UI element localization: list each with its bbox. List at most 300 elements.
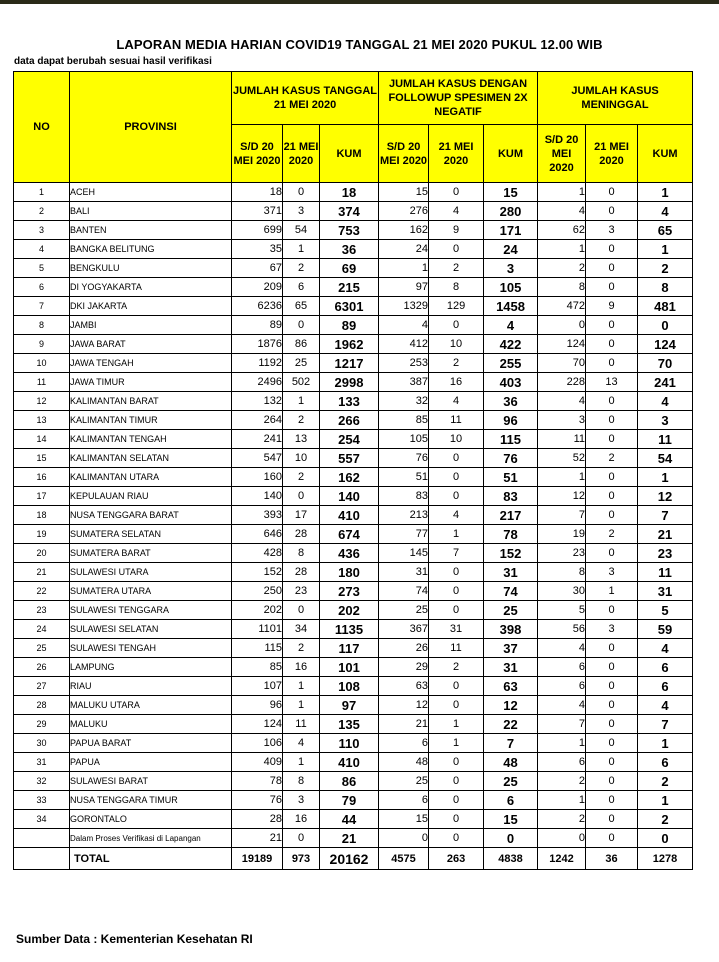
table-row — [14, 335, 693, 354]
cell-neg-sd: 63 — [379, 677, 429, 696]
cell-death-sd: 1 — [538, 791, 586, 810]
cell-provinsi: BALI — [70, 202, 232, 221]
cell-provinsi: KALIMANTAN SELATAN — [70, 449, 232, 468]
table-row — [14, 582, 693, 601]
cell-sd: 371 — [232, 202, 283, 221]
cell-neg-today: 1 — [429, 734, 484, 753]
cell-death-sd: 4 — [538, 639, 586, 658]
cell-death-kum: 2 — [638, 259, 693, 278]
cell-no: 10 — [14, 354, 70, 373]
covid-report-table — [13, 71, 693, 870]
cell-death-sd: 6 — [538, 753, 586, 772]
cell-death-kum: 7 — [638, 715, 693, 734]
cell-death-today: 0 — [586, 772, 638, 791]
cell-neg-sd: 25 — [379, 772, 429, 791]
cell-neg-sd: 213 — [379, 506, 429, 525]
cell-neg-kum: 152 — [484, 544, 538, 563]
cell-neg-sd: 253 — [379, 354, 429, 373]
cell-today: 13 — [283, 430, 320, 449]
cell-neg-today: 4 — [429, 202, 484, 221]
cell-death-today: 0 — [586, 658, 638, 677]
cell-today: 2 — [283, 639, 320, 658]
cell-kum: 69 — [320, 259, 379, 278]
cell-no: 30 — [14, 734, 70, 753]
cell-no: 3 — [14, 221, 70, 240]
cell-neg-kum: 25 — [484, 772, 538, 791]
cell-death-today: 0 — [586, 753, 638, 772]
cell-neg-kum: 422 — [484, 335, 538, 354]
table-row — [14, 525, 693, 544]
cell-death-sd: 4 — [538, 202, 586, 221]
table-row — [14, 487, 693, 506]
cell-neg-today: 0 — [429, 240, 484, 259]
cell-death-today: 0 — [586, 278, 638, 297]
cell-sd: 35 — [232, 240, 283, 259]
cell-neg-kum: 4 — [484, 316, 538, 335]
cell-death-kum: 70 — [638, 354, 693, 373]
cell-death-kum: 2 — [638, 810, 693, 829]
cell-sd: 28 — [232, 810, 283, 829]
cell-kum: 436 — [320, 544, 379, 563]
cell-death-kum: 0 — [638, 829, 693, 848]
cell-death-today: 0 — [586, 316, 638, 335]
header-no: NO — [14, 72, 70, 183]
cell-death-sd: 52 — [538, 449, 586, 468]
cell-today: 0 — [283, 183, 320, 202]
cell-death-today: 0 — [586, 392, 638, 411]
total-sd: 19189 — [232, 848, 283, 870]
cell-neg-kum: 83 — [484, 487, 538, 506]
cell-no: 14 — [14, 430, 70, 449]
cell-death-kum: 59 — [638, 620, 693, 639]
cell-neg-today: 0 — [429, 449, 484, 468]
cell-provinsi: MALUKU UTARA — [70, 696, 232, 715]
cell-death-sd: 30 — [538, 582, 586, 601]
cell-provinsi: SULAWESI UTARA — [70, 563, 232, 582]
cell-death-today: 0 — [586, 829, 638, 848]
cell-provinsi: JAWA TENGAH — [70, 354, 232, 373]
cell-death-kum: 241 — [638, 373, 693, 392]
cell-kum: 374 — [320, 202, 379, 221]
cell-provinsi: PAPUA — [70, 753, 232, 772]
cell-neg-sd: 21 — [379, 715, 429, 734]
cell-sd: 76 — [232, 791, 283, 810]
cell-neg-sd: 12 — [379, 696, 429, 715]
table-row — [14, 601, 693, 620]
table-row — [14, 240, 693, 259]
cell-today: 10 — [283, 449, 320, 468]
cell-neg-sd: 387 — [379, 373, 429, 392]
cell-today: 34 — [283, 620, 320, 639]
cell-death-today: 2 — [586, 525, 638, 544]
cell-sd: 85 — [232, 658, 283, 677]
cell-no: 15 — [14, 449, 70, 468]
cell-no: 19 — [14, 525, 70, 544]
cell-neg-kum: 78 — [484, 525, 538, 544]
cell-sd: 428 — [232, 544, 283, 563]
table-row — [14, 715, 693, 734]
cell-neg-kum: 255 — [484, 354, 538, 373]
cell-death-sd: 8 — [538, 278, 586, 297]
cell-neg-today: 0 — [429, 183, 484, 202]
cell-death-kum: 1 — [638, 240, 693, 259]
cell-sd: 699 — [232, 221, 283, 240]
cell-death-kum: 7 — [638, 506, 693, 525]
header-today-3: 21 MEI 2020 — [586, 125, 638, 183]
cell-provinsi: SULAWESI SELATAN — [70, 620, 232, 639]
cell-sd: 264 — [232, 411, 283, 430]
cell-today: 28 — [283, 563, 320, 582]
table-row — [14, 392, 693, 411]
cell-death-today: 0 — [586, 601, 638, 620]
total-death-sd: 1242 — [538, 848, 586, 870]
cell-no: 26 — [14, 658, 70, 677]
cell-neg-today: 0 — [429, 316, 484, 335]
cell-no: 6 — [14, 278, 70, 297]
cell-neg-sd: 32 — [379, 392, 429, 411]
cell-no: 7 — [14, 297, 70, 316]
cell-death-kum: 4 — [638, 639, 693, 658]
cell-kum: 86 — [320, 772, 379, 791]
cell-neg-today: 31 — [429, 620, 484, 639]
cell-kum: 254 — [320, 430, 379, 449]
cell-provinsi: JAWA TIMUR — [70, 373, 232, 392]
cell-neg-kum: 22 — [484, 715, 538, 734]
cell-neg-kum: 403 — [484, 373, 538, 392]
cell-death-sd: 62 — [538, 221, 586, 240]
table-row — [14, 183, 693, 202]
cell-sd: 1192 — [232, 354, 283, 373]
cell-no: 1 — [14, 183, 70, 202]
cell-no: 21 — [14, 563, 70, 582]
header-kum-1: KUM — [320, 125, 379, 183]
table-row-total — [14, 848, 693, 870]
cell-neg-today: 1 — [429, 715, 484, 734]
total-neg-kum: 4838 — [484, 848, 538, 870]
cell-death-sd: 7 — [538, 715, 586, 734]
cell-kum: 133 — [320, 392, 379, 411]
cell-neg-today: 0 — [429, 601, 484, 620]
cell-neg-kum: 7 — [484, 734, 538, 753]
cell-neg-sd: 145 — [379, 544, 429, 563]
cell-death-sd: 472 — [538, 297, 586, 316]
cell-no: 4 — [14, 240, 70, 259]
header-today-1: 21 MEI 2020 — [283, 125, 320, 183]
cell-death-sd: 70 — [538, 354, 586, 373]
cell-death-kum: 54 — [638, 449, 693, 468]
cell-neg-kum: 398 — [484, 620, 538, 639]
cell-neg-sd: 24 — [379, 240, 429, 259]
cell-kum: 273 — [320, 582, 379, 601]
cell-death-kum: 6 — [638, 753, 693, 772]
cell-provinsi: BANGKA BELITUNG — [70, 240, 232, 259]
cell-neg-kum: 74 — [484, 582, 538, 601]
cell-death-sd: 4 — [538, 392, 586, 411]
cell-death-today: 9 — [586, 297, 638, 316]
cell-death-sd: 5 — [538, 601, 586, 620]
cell-neg-sd: 6 — [379, 791, 429, 810]
table-row — [14, 202, 693, 221]
cell-death-today: 0 — [586, 810, 638, 829]
cell-today: 2 — [283, 259, 320, 278]
cell-sd: 393 — [232, 506, 283, 525]
cell-neg-today: 16 — [429, 373, 484, 392]
cell-provinsi: SUMATERA UTARA — [70, 582, 232, 601]
cell-neg-kum: 15 — [484, 810, 538, 829]
cell-death-kum: 1 — [638, 183, 693, 202]
cell-today: 1 — [283, 392, 320, 411]
cell-neg-sd: 276 — [379, 202, 429, 221]
cell-death-kum: 23 — [638, 544, 693, 563]
cell-death-today: 3 — [586, 620, 638, 639]
cell-provinsi: KALIMANTAN BARAT — [70, 392, 232, 411]
cell-neg-sd: 76 — [379, 449, 429, 468]
cell-neg-today: 7 — [429, 544, 484, 563]
cell-today: 11 — [283, 715, 320, 734]
table-row — [14, 696, 693, 715]
cell-death-kum: 2 — [638, 772, 693, 791]
cell-death-sd: 1 — [538, 240, 586, 259]
cell-no: 11 — [14, 373, 70, 392]
cell-sd: 547 — [232, 449, 283, 468]
cell-sd: 106 — [232, 734, 283, 753]
cell-neg-kum: 217 — [484, 506, 538, 525]
cell-provinsi: RIAU — [70, 677, 232, 696]
cell-death-kum: 6 — [638, 677, 693, 696]
cell-sd: 241 — [232, 430, 283, 449]
cell-death-sd: 2 — [538, 259, 586, 278]
cell-sd: 96 — [232, 696, 283, 715]
cell-provinsi: PAPUA BARAT — [70, 734, 232, 753]
cell-today: 16 — [283, 810, 320, 829]
cell-death-kum: 65 — [638, 221, 693, 240]
cell-death-today: 3 — [586, 221, 638, 240]
cell-neg-sd: 48 — [379, 753, 429, 772]
header-sd-3: S/D 20 MEI 2020 — [538, 125, 586, 183]
report-title: LAPORAN MEDIA HARIAN COVID19 TANGGAL 21 MEI 2020 PUKUL 12.00 WIB — [116, 37, 603, 52]
cell-neg-kum: 96 — [484, 411, 538, 430]
table-row — [14, 563, 693, 582]
cell-today: 86 — [283, 335, 320, 354]
cell-today: 65 — [283, 297, 320, 316]
cell-provinsi: SULAWESI TENGAH — [70, 639, 232, 658]
cell-death-today: 0 — [586, 715, 638, 734]
cell-no: 28 — [14, 696, 70, 715]
cell-provinsi: KALIMANTAN TENGAH — [70, 430, 232, 449]
cell-death-kum: 12 — [638, 487, 693, 506]
cell-death-kum: 21 — [638, 525, 693, 544]
cell-death-sd: 8 — [538, 563, 586, 582]
cell-neg-sd: 29 — [379, 658, 429, 677]
table-row — [14, 734, 693, 753]
cell-provinsi: JAMBI — [70, 316, 232, 335]
cell-kum: 410 — [320, 506, 379, 525]
cell-no: 13 — [14, 411, 70, 430]
cell-death-sd: 1 — [538, 183, 586, 202]
cell-death-today: 0 — [586, 544, 638, 563]
cell-death-kum: 481 — [638, 297, 693, 316]
cell-neg-sd: 1 — [379, 259, 429, 278]
cell-death-kum: 1 — [638, 734, 693, 753]
total-death-kum: 1278 — [638, 848, 693, 870]
cell-today: 3 — [283, 202, 320, 221]
cell-kum: 79 — [320, 791, 379, 810]
table-row — [14, 620, 693, 639]
header-group-kasus: JUMLAH KASUS TANGGAL 21 MEI 2020 — [232, 72, 379, 125]
table-row — [14, 316, 693, 335]
cell-today: 1 — [283, 677, 320, 696]
cell-kum: 674 — [320, 525, 379, 544]
cell-provinsi: DI YOGYAKARTA — [70, 278, 232, 297]
cell-death-sd: 12 — [538, 487, 586, 506]
table-row — [14, 753, 693, 772]
cell-today: 28 — [283, 525, 320, 544]
cell-neg-kum: 105 — [484, 278, 538, 297]
cell-no: 9 — [14, 335, 70, 354]
cell-sd: 140 — [232, 487, 283, 506]
table-row — [14, 772, 693, 791]
cell-neg-today: 0 — [429, 753, 484, 772]
cell-neg-sd: 6 — [379, 734, 429, 753]
cell-death-kum: 4 — [638, 696, 693, 715]
header-kum-3: KUM — [638, 125, 693, 183]
cell-death-today: 0 — [586, 639, 638, 658]
cell-kum: 135 — [320, 715, 379, 734]
cell-neg-sd: 4 — [379, 316, 429, 335]
cell-sd: 124 — [232, 715, 283, 734]
cell-sd: 1876 — [232, 335, 283, 354]
cell-death-today: 0 — [586, 411, 638, 430]
cell-kum: 1217 — [320, 354, 379, 373]
cell-death-today: 1 — [586, 582, 638, 601]
cell-no: 23 — [14, 601, 70, 620]
cell-today: 17 — [283, 506, 320, 525]
cell-sd: 209 — [232, 278, 283, 297]
cell-death-kum: 3 — [638, 411, 693, 430]
cell-neg-sd: 97 — [379, 278, 429, 297]
table-row — [14, 658, 693, 677]
cell-death-today: 0 — [586, 240, 638, 259]
cell-neg-sd: 367 — [379, 620, 429, 639]
cell-neg-today: 129 — [429, 297, 484, 316]
cell-kum: 180 — [320, 563, 379, 582]
cell-neg-today: 9 — [429, 221, 484, 240]
cell-neg-today: 2 — [429, 259, 484, 278]
cell-provinsi: KALIMANTAN TIMUR — [70, 411, 232, 430]
cell-death-sd: 6 — [538, 677, 586, 696]
cell-no: 2 — [14, 202, 70, 221]
cell-provinsi: MALUKU — [70, 715, 232, 734]
cell-neg-sd: 0 — [379, 829, 429, 848]
cell-kum: 753 — [320, 221, 379, 240]
cell-neg-sd: 412 — [379, 335, 429, 354]
cell-sd: 67 — [232, 259, 283, 278]
cell-provinsi: BENGKULU — [70, 259, 232, 278]
cell-sd: 115 — [232, 639, 283, 658]
cell-neg-kum: 24 — [484, 240, 538, 259]
cell-neg-sd: 162 — [379, 221, 429, 240]
cell-sd: 152 — [232, 563, 283, 582]
cell-today: 8 — [283, 772, 320, 791]
cell-death-today: 0 — [586, 734, 638, 753]
cell-death-sd: 1 — [538, 468, 586, 487]
table-row — [14, 278, 693, 297]
cell-neg-sd: 26 — [379, 639, 429, 658]
cell-neg-today: 0 — [429, 829, 484, 848]
header-sd-2: S/D 20 MEI 2020 — [379, 125, 429, 183]
cell-death-today: 0 — [586, 259, 638, 278]
table-row — [14, 677, 693, 696]
cell-no: 33 — [14, 791, 70, 810]
cell-sd: 202 — [232, 601, 283, 620]
cell-neg-today: 11 — [429, 639, 484, 658]
table-row — [14, 430, 693, 449]
cell-neg-today: 2 — [429, 658, 484, 677]
table-row — [14, 810, 693, 829]
header-group-negatif: JUMLAH KASUS DENGAN FOLLOWUP SPESIMEN 2X NEGATIF — [379, 72, 538, 125]
cell-today: 3 — [283, 791, 320, 810]
cell-no: 29 — [14, 715, 70, 734]
cell-neg-kum: 37 — [484, 639, 538, 658]
table-row — [14, 506, 693, 525]
header-sd-1: S/D 20 MEI 2020 — [232, 125, 283, 183]
cell-neg-kum: 36 — [484, 392, 538, 411]
cell-death-kum: 4 — [638, 202, 693, 221]
cell-kum: 2998 — [320, 373, 379, 392]
header-row-groups — [14, 72, 693, 125]
cell-death-today: 0 — [586, 677, 638, 696]
cell-death-kum: 1 — [638, 468, 693, 487]
cell-sd: 250 — [232, 582, 283, 601]
cell-neg-kum: 25 — [484, 601, 538, 620]
cell-provinsi: Dalam Proses Verifikasi di Lapangan — [70, 829, 232, 848]
cell-neg-kum: 48 — [484, 753, 538, 772]
cell-death-today: 0 — [586, 202, 638, 221]
cell-kum: 162 — [320, 468, 379, 487]
cell-death-sd: 0 — [538, 316, 586, 335]
cell-neg-sd: 85 — [379, 411, 429, 430]
cell-neg-kum: 115 — [484, 430, 538, 449]
cell-kum: 6301 — [320, 297, 379, 316]
table-row — [14, 411, 693, 430]
cell-neg-today: 0 — [429, 810, 484, 829]
cell-neg-sd: 25 — [379, 601, 429, 620]
cell-death-today: 0 — [586, 506, 638, 525]
cell-provinsi: NUSA TENGGARA BARAT — [70, 506, 232, 525]
cell-neg-kum: 171 — [484, 221, 538, 240]
cell-death-sd: 23 — [538, 544, 586, 563]
cell-neg-today: 0 — [429, 582, 484, 601]
cell-sd: 89 — [232, 316, 283, 335]
cell-death-kum: 1 — [638, 791, 693, 810]
cell-death-kum: 0 — [638, 316, 693, 335]
cell-kum: 202 — [320, 601, 379, 620]
cell-provinsi: LAMPUNG — [70, 658, 232, 677]
cell-sd: 132 — [232, 392, 283, 411]
cell-today: 6 — [283, 278, 320, 297]
cell-provinsi: SULAWESI BARAT — [70, 772, 232, 791]
cell-provinsi: JAWA BARAT — [70, 335, 232, 354]
cell-neg-today: 0 — [429, 468, 484, 487]
cell-sd: 2496 — [232, 373, 283, 392]
cell-neg-today: 4 — [429, 392, 484, 411]
cell-kum: 1135 — [320, 620, 379, 639]
cell-provinsi: GORONTALO — [70, 810, 232, 829]
cell-neg-today: 1 — [429, 525, 484, 544]
cell-death-kum: 124 — [638, 335, 693, 354]
cell-neg-kum: 76 — [484, 449, 538, 468]
cell-kum: 140 — [320, 487, 379, 506]
